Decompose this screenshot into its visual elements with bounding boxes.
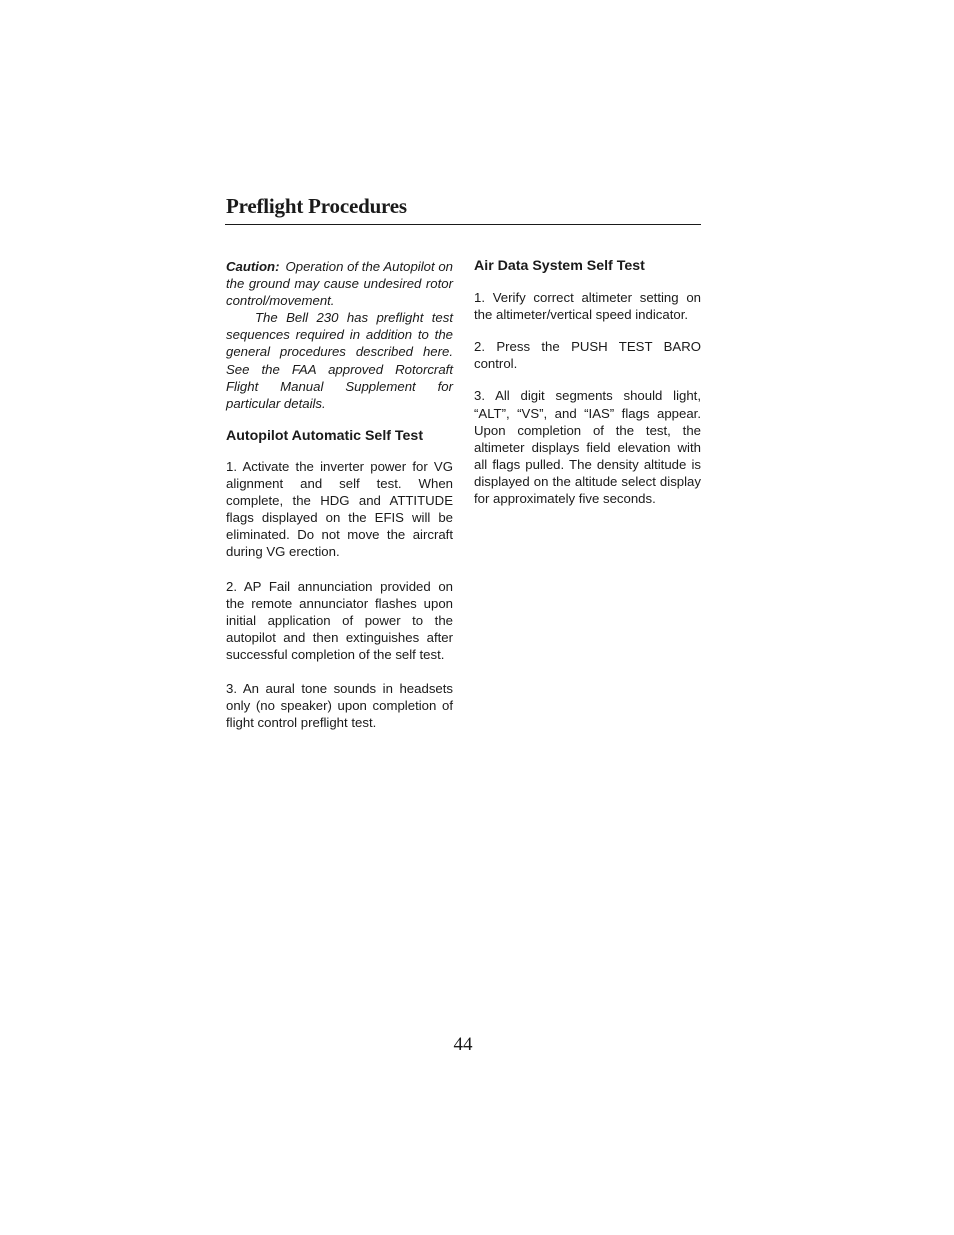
caution-text: Operation of the Autopilot on the ground may cause undesired rotor control/movement. [226,259,453,309]
autopilot-step-1: 1. Activate the inverter power for VG alignment and self test. When complete, the HDG and ATTITUDE flags displayed on the EFIS will be eliminated. Do not move the aircraft during VG erection. [226,458,453,560]
air-data-step-2: 2. Press the PUSH TEST BARO control. [474,339,701,372]
autopilot-step-2: 2. AP Fail annunciation provided on the remote annunciator flashes upon initial application of power to the autopilot and then extinguishes after successful completion of the self test. [226,578,453,662]
air-data-step-3: 3. All digit segments should light, “ALT”, “VS”, and “IAS” flags appear. Upon completion of the test, the altimeter displays field elevation with all flags pulled. The density altitude is displayed on the altitude select display for approximately five seconds. [474,388,701,507]
air-data-step-1: 1. Verify correct altimeter setting on the altimeter/vertical speed indicator. [474,290,701,323]
page-number: 44 [453,1034,473,1055]
autopilot-step-3: 3. An aural tone sounds in headsets only (no speaker) upon completion of flight control preflight test. [226,680,453,731]
caution-label: Caution: [226,259,280,274]
section-heading-autopilot-self-test: Autopilot Automatic Self Test [226,427,424,444]
caution-paragraph [226,258,453,309]
page-title: Preflight Procedures [226,194,407,218]
section-heading-air-data-self-test: Air Data System Self Test [474,258,645,274]
title-divider [225,224,701,225]
caution-note: The Bell 230 has preflight test sequences required in addition to the general procedures described here. See the FAA approved Rotorcraft Flight Manual Supplement for particular details. [226,310,453,411]
left-column [226,258,453,731]
right-column [474,258,701,507]
